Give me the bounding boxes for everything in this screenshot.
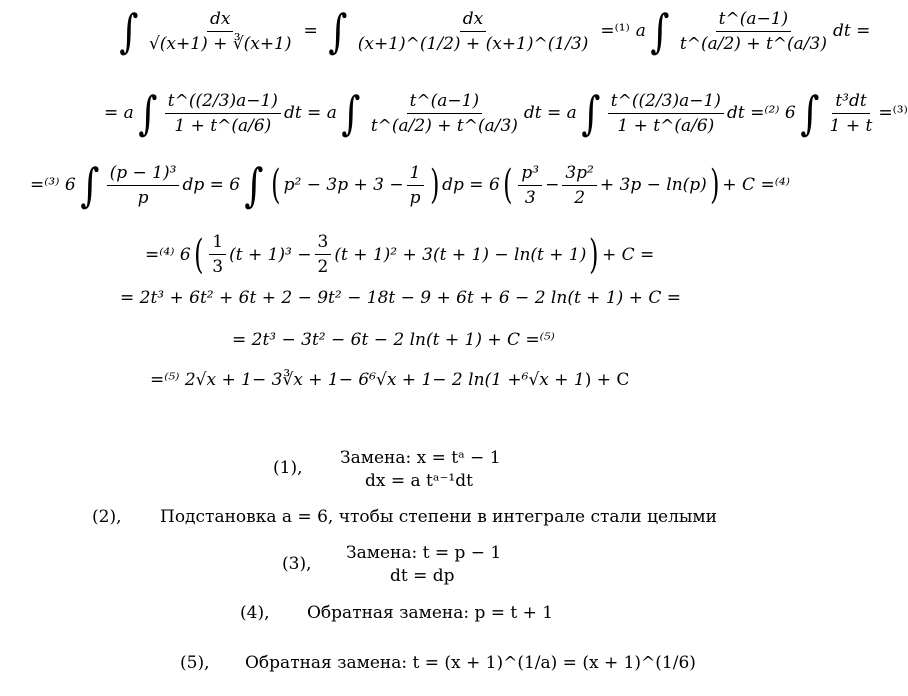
text: = a: [104, 103, 134, 123]
fraction: [165, 91, 281, 136]
note-3-label: (3),: [282, 554, 312, 574]
fraction: [518, 163, 542, 208]
fraction: [562, 163, 597, 208]
equation-line-4: [145, 232, 654, 277]
denominator: 2: [574, 187, 586, 208]
integral-sign: ∫: [244, 158, 264, 212]
text: dt =⁽²⁾ 6: [726, 103, 796, 123]
fraction: [368, 91, 521, 136]
numerator: t^(a−1): [716, 9, 792, 32]
text: (t + 1)³ −: [229, 244, 312, 265]
radical: ⁶√x + 1: [521, 370, 585, 390]
integral-sign: ∫: [650, 4, 670, 58]
note-2-text: Подстановка a = 6, чтобы степени в интеграле стали целыми: [160, 507, 717, 527]
fraction: [315, 232, 332, 277]
numerator: dx: [460, 9, 486, 32]
text: dt = a: [523, 103, 577, 123]
equation-line-5: [120, 288, 681, 308]
equals-ref: =⁽³⁾: [878, 103, 908, 123]
fraction: [827, 91, 876, 136]
numerator: 3: [315, 232, 332, 255]
integral-sign: ∫: [581, 86, 601, 140]
text: + 3p − ln(p): [599, 175, 707, 195]
numerator: t^(a−1): [407, 91, 483, 114]
paren-open: (: [193, 231, 204, 278]
radical: √x + 1: [195, 370, 252, 390]
radical: ⁶√x + 1: [369, 370, 433, 390]
integral-sign: ∫: [138, 86, 158, 140]
text: p² − 3p + 3 −: [283, 175, 404, 195]
note-5-text: Обратная замена: t = (x + 1)^(1/a) = (x + 1)^(1/6): [245, 653, 696, 673]
equation-line-2: [104, 86, 908, 140]
equation-line-7: [150, 370, 629, 390]
denominator: 1 + t: [829, 115, 873, 136]
denominator: t^(a/2) + t^(a/3): [679, 33, 827, 54]
equation-line-6: [232, 330, 555, 350]
integral-sign: ∫: [800, 86, 820, 140]
text: =⁽⁵⁾ 2: [150, 370, 196, 390]
fraction: [608, 91, 724, 136]
equation-line-3: [30, 158, 790, 212]
text: = 2t³ − 3t² − 6t − 2 ln(t + 1) + C =⁽⁵⁾: [232, 330, 555, 350]
paren-close: ): [429, 162, 440, 208]
coefficient: a: [635, 21, 646, 41]
radical: ∛x + 1: [282, 370, 339, 390]
note-4-text: Обратная замена: p = t + 1: [307, 603, 554, 623]
paren-close: ): [709, 162, 720, 208]
equals: =: [303, 21, 318, 41]
integral-sign: ∫: [328, 4, 348, 58]
numerator: 1: [209, 232, 226, 255]
fraction: [209, 232, 226, 277]
text: − 6: [338, 370, 370, 390]
denominator: 3: [212, 257, 224, 277]
text: dt =: [832, 21, 871, 41]
numerator: 3p²: [562, 163, 597, 186]
text: =⁽³⁾ 6: [30, 175, 76, 195]
denominator: √(x+1) + ∛(x+1): [148, 33, 292, 54]
numerator: dx: [207, 9, 233, 32]
text: = 2t³ + 6t² + 6t + 2 − 9t² − 18t − 9 + 6t + 6 − 2 ln(t + 1) + C =: [120, 288, 681, 308]
text: dt = a: [283, 103, 337, 123]
text: − 2 ln(1 +: [432, 370, 522, 390]
denominator: (x+1)^(1/2) + (x+1)^(1/3): [357, 33, 589, 54]
text: − 3: [251, 370, 283, 390]
integral-sign: ∫: [80, 158, 100, 212]
fraction: [355, 9, 592, 54]
numerator: 1: [407, 163, 424, 186]
text: dp = 6: [182, 175, 241, 195]
note-1-label: (1),: [273, 458, 303, 478]
numerator: (p − 1)³: [107, 163, 180, 186]
text: dp = 6: [442, 175, 500, 195]
note-3-line-b: dt = dp: [390, 566, 455, 586]
text: ) + C: [584, 370, 630, 390]
text: −: [545, 175, 560, 195]
denominator: 1 + t^(a/6): [617, 115, 715, 136]
paren-open: (: [271, 162, 281, 208]
equation-line-1: [115, 4, 871, 58]
fraction: [677, 9, 830, 54]
denominator: 3: [524, 187, 536, 208]
denominator: p: [137, 187, 149, 208]
text: + C =: [601, 244, 655, 265]
text: =⁽⁴⁾ 6: [145, 244, 191, 265]
paren-open: (: [502, 162, 513, 208]
note-1-line-a: Замена: x = tᵃ − 1: [340, 448, 501, 468]
note-5-label: (5),: [180, 653, 210, 673]
denominator: 1 + t^(a/6): [174, 115, 272, 136]
equals-ref: =⁽¹⁾: [600, 21, 630, 41]
fraction: [107, 163, 180, 208]
numerator: t³dt: [832, 91, 869, 114]
note-4-label: (4),: [240, 603, 270, 623]
denominator: p: [409, 187, 421, 208]
numerator: t^((2/3)a−1): [165, 91, 281, 114]
numerator: p³: [518, 163, 542, 186]
text: (t + 1)² + 3(t + 1) − ln(t + 1): [334, 244, 587, 265]
note-3-line-a: Замена: t = p − 1: [346, 543, 502, 563]
paren-close: ): [589, 231, 599, 278]
note-1-line-b: dx = a tᵃ⁻¹dt: [365, 471, 473, 491]
note-2-label: (2),: [92, 507, 122, 527]
denominator: 2: [317, 257, 329, 277]
text: + C =⁽⁴⁾: [722, 175, 790, 195]
integral-sign: ∫: [341, 86, 361, 140]
denominator: t^(a/2) + t^(a/3): [370, 115, 518, 136]
integral-sign: ∫: [119, 4, 139, 58]
fraction: [146, 9, 295, 54]
fraction: [407, 163, 424, 208]
numerator: t^((2/3)a−1): [608, 91, 724, 114]
